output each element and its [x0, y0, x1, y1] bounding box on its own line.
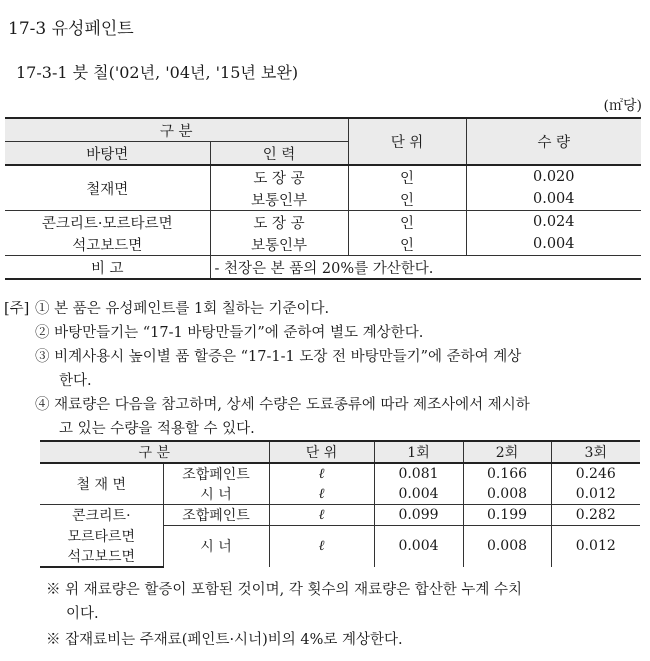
footnote-1: ※ 위 재료량은 할증이 포함된 것이며, 각 횟수의 재료량은 합산한 누계 수치: [46, 582, 523, 598]
value-cell: 0.008: [463, 484, 551, 505]
header-coat-1: 1회: [374, 441, 463, 463]
value-cell: 0.008: [463, 526, 551, 567]
item-cell: 조합페인트: [163, 463, 269, 484]
note-4: ④ 재료량은 다음을 참고하며, 상세 수량은 도료종류에 따라 제조사에서 제시하: [35, 397, 530, 413]
category-cell: 콘크리트·: [40, 505, 163, 526]
item-cell: 시 너: [163, 526, 269, 567]
table-row: [40, 526, 640, 546]
unit-cell: ℓ: [269, 484, 374, 505]
value-cell: 0.282: [551, 505, 640, 526]
item-cell: 시 너: [163, 484, 269, 505]
base-cell: 철재면: [5, 165, 210, 211]
header-quantity: 수 량: [466, 118, 641, 165]
table-row: [40, 463, 640, 484]
header-row: [5, 118, 641, 142]
remark-text: - 천장은 본 품의 20%를 가산한다.: [210, 256, 641, 280]
unit-cell: 인: [348, 211, 466, 234]
quantity-cell: 0.004: [466, 233, 641, 256]
value-cell: 0.004: [374, 526, 463, 567]
remark-row: [5, 256, 641, 280]
subsection-title: 17-3-1 붓 칠('02년, '04년, '15년 보완): [16, 63, 299, 82]
notes-label: [주]: [4, 301, 30, 317]
section-title: 17-3 유성페인트: [8, 19, 134, 39]
unit-cell: ℓ: [269, 505, 374, 526]
item-cell: 조합페인트: [163, 505, 269, 526]
labor-cell: 보통인부: [210, 233, 348, 256]
quantity-cell: 0.024: [466, 211, 641, 234]
header-base: 바탕면: [5, 142, 210, 166]
category-cell: 철 재 면: [40, 463, 163, 505]
quantity-cell: 0.004: [466, 188, 641, 211]
table-row: [5, 211, 641, 234]
header-group: 구 분: [5, 118, 348, 142]
note-2: ② 바탕만들기는 “17-1 바탕만들기”에 준하여 별도 계상한다.: [35, 325, 424, 341]
table-row: [5, 165, 641, 188]
quantity-cell: 0.020: [466, 165, 641, 188]
value-cell: 0.004: [374, 484, 463, 505]
category-cell: 석고보드면: [40, 546, 163, 567]
category-cell: 모르타르면: [67, 528, 136, 545]
unit-label: (㎡당): [603, 98, 642, 114]
labor-cell: 보통인부: [210, 188, 348, 211]
unit-cell: 인: [348, 165, 466, 188]
value-cell: 0.012: [551, 526, 640, 567]
header-row: [40, 441, 640, 463]
remark-label: 비 고: [5, 256, 210, 280]
labor-table: [5, 117, 641, 280]
note-1: ① 본 품은 유성페인트를 1회 칠하는 기준이다.: [35, 301, 330, 317]
note-3: ③ 비계사용시 높이별 품 할증은 “17-1-1 도장 전 바탕만들기”에 준하여 계상: [35, 349, 522, 365]
value-cell: 0.012: [551, 484, 640, 505]
base-cell: 콘크리트·모르타르면: [5, 211, 210, 234]
value-cell: 0.099: [374, 505, 463, 526]
header-coat-3: 3회: [551, 441, 640, 463]
footnote-1-cont: 이다.: [66, 606, 99, 622]
base-cell: 석고보드면: [72, 237, 143, 254]
unit-cell: ℓ: [269, 463, 374, 484]
unit-cell: 인: [348, 188, 466, 211]
labor-cell: 도 장 공: [210, 211, 348, 234]
unit-cell: 인: [348, 233, 466, 256]
value-cell: 0.199: [463, 505, 551, 526]
table-row: [40, 505, 640, 526]
header-unit: 단 위: [269, 441, 374, 463]
note-4-cont: 고 있는 수량을 적용할 수 있다.: [59, 421, 255, 437]
value-cell: 0.081: [374, 463, 463, 484]
footnote-2: ※ 잡재료비는 주재료(페인트·시너)비의 4%로 계상한다.: [46, 632, 403, 648]
header-labor: 인 력: [210, 142, 348, 166]
value-cell: 0.246: [551, 463, 640, 484]
header-unit: 단 위: [348, 118, 466, 165]
header-coat-2: 2회: [463, 441, 551, 463]
unit-cell: ℓ: [269, 526, 374, 567]
labor-cell: 도 장 공: [210, 165, 348, 188]
note-3-cont: 한다.: [59, 373, 92, 389]
material-table: [40, 440, 640, 568]
table-row: [5, 233, 641, 256]
value-cell: 0.166: [463, 463, 551, 484]
header-group: 구 분: [40, 441, 269, 463]
